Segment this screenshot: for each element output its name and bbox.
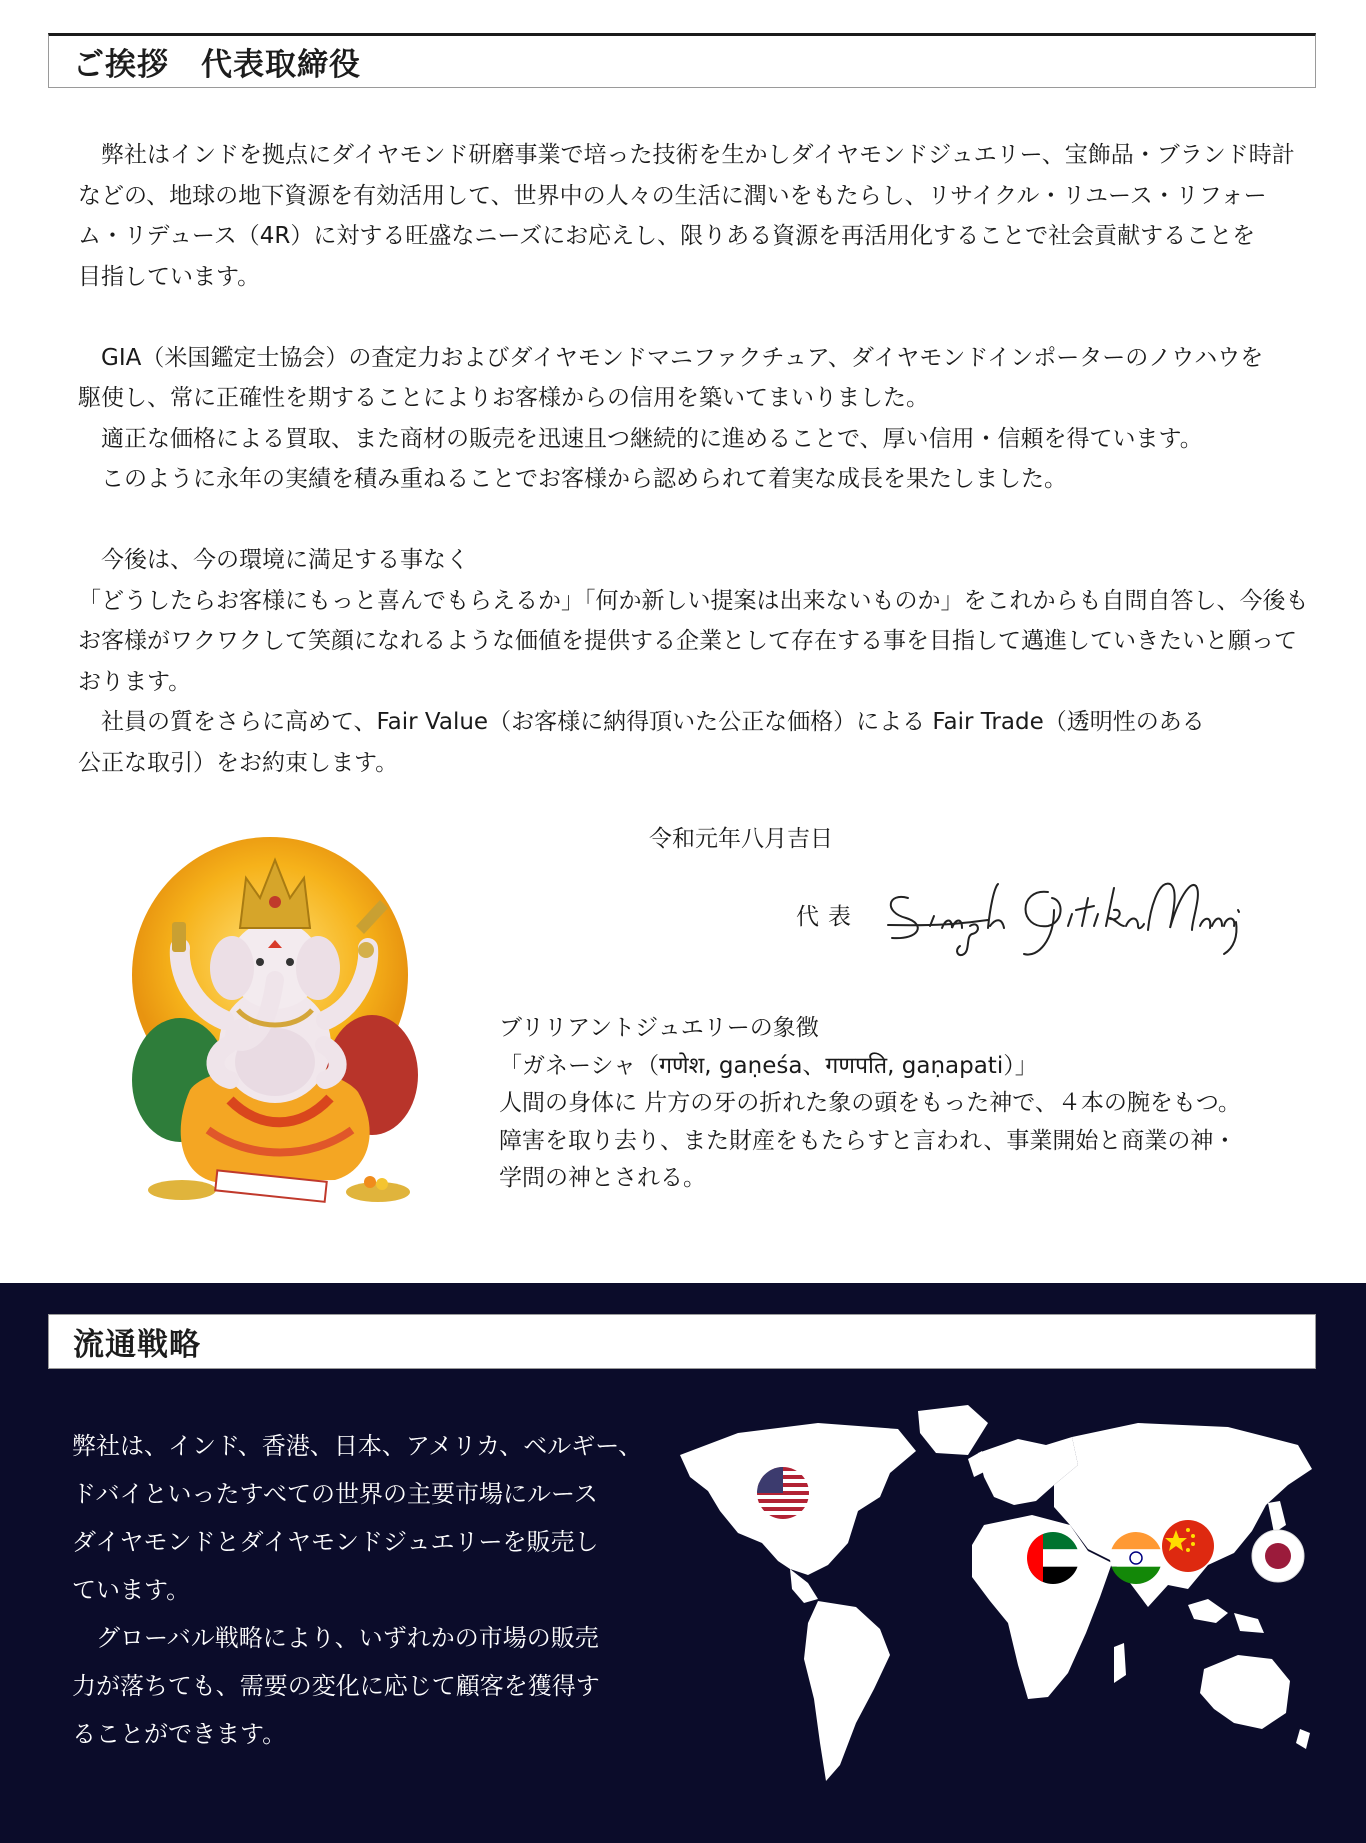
uae-flag-icon — [1027, 1532, 1079, 1584]
greeting-line: GIA（米国鑑定士協会）の査定力およびダイヤモンドマニファクチュア、ダイヤモンドインポーターのノウハウを — [78, 344, 1264, 371]
world-map — [668, 1393, 1318, 1813]
greeting-line: このように永年の実績を積み重ねることでお客様から認められて着実な成長を果たしました。 — [78, 466, 1067, 492]
signature-image — [878, 870, 1258, 970]
greeting-line: などの、地球の地下資源を有効活用して、世界中の人々の生活に潤いをもたらし、リサイクル・リユース・リフォー — [78, 182, 1267, 209]
greeting-line: 公正な取引）をお約束します。 — [78, 749, 399, 776]
greeting-line: ム・リデュース（4R）に対する旺盛なニーズにお応えし、限りある資源を再活用化することで社会貢献することを — [78, 223, 1256, 249]
greeting-line: 駆使し、常に正確性を期することによりお客様からの信用を築いてまいりました。 — [78, 385, 929, 411]
distribution-line: ドバイといったすべての世界の主要市場にルース — [72, 1480, 598, 1508]
greeting-line: お客様がワクワクして笑顔になれるような価値を提供する企業として存在する事を目指して邁進していきたいと願って — [78, 628, 1297, 654]
distribution-line: ダイヤモンドとダイヤモンドジュエリーを販売し — [72, 1528, 599, 1556]
india-flag-icon — [1110, 1532, 1162, 1584]
greeting-spacer — [78, 500, 1298, 541]
ganesha-line: 「ガネーシャ（गणेश, gaṇeśa、गणपति, gaṇapati）」 — [499, 1052, 1038, 1079]
representative-label: 代表 — [796, 904, 860, 930]
greeting-date: 令和元年八月吉日 — [649, 826, 833, 852]
greeting-line: おります。 — [78, 668, 192, 695]
usa-flag-icon — [757, 1467, 809, 1519]
greeting-body — [78, 135, 1309, 783]
distribution-line: グローバル戦略により、いずれかの市場の販売 — [72, 1624, 599, 1652]
distribution-line: ています。 — [72, 1576, 191, 1604]
ganesha-icon — [120, 830, 435, 1220]
greeting-line: 弊社はインドを拠点にダイヤモンド研磨事業で培った技術を生かしダイヤモンドジュエリー、宝飾品・ブランド時計 — [78, 142, 1295, 168]
continents — [680, 1405, 1312, 1781]
greeting-line: 目指しています。 — [78, 263, 261, 290]
ganesha-illustration — [120, 830, 435, 1220]
ganesha-line: 人間の身体に 片方の牙の折れた象の頭をもった神で、４本の腕をもつ。 — [499, 1090, 1241, 1116]
ganesha-line: 学問の神とされる。 — [499, 1165, 706, 1191]
greeting-line: 社員の質をさらに高めて、Fair Value（お客様に納得頂いた公正な価格）による Fair Trade（透明性のある — [78, 709, 1205, 735]
greeting-line: 「どうしたらお客様にもっと喜んでもらえるか」「何か新しい提案は出来ないものか」をこれからも自問自答し、今後も — [78, 587, 1309, 614]
china-flag-icon — [1162, 1520, 1214, 1572]
ganesha-description — [499, 1010, 1241, 1198]
japan-flag-icon — [1252, 1530, 1304, 1582]
distribution-body — [72, 1422, 642, 1758]
greeting-header — [48, 33, 1316, 88]
ganesha-line: ブリリアントジュエリーの象徴 — [499, 1015, 819, 1041]
distribution-line: 力が落ちても、需要の変化に応じて顧客を獲得す — [72, 1672, 600, 1700]
distribution-line: ることができます。 — [72, 1720, 287, 1748]
distribution-header — [48, 1314, 1316, 1369]
distribution-line: 弊社は、インド、香港、日本、アメリカ、ベルギー、 — [72, 1432, 643, 1460]
greeting-title: ご挨拶 代表取締役 — [73, 47, 361, 83]
greeting-line: 適正な価格による買取、また商材の販売を迅速且つ継続的に進めることで、厚い信用・信頼を得ています。 — [78, 425, 1203, 452]
greeting-spacer — [78, 297, 1298, 338]
ganesha-line: 障害を取り去り、また財産をもたらすと言われ、事業開始と商業の神・ — [499, 1127, 1237, 1154]
distribution-title: 流通戦略 — [73, 1327, 201, 1363]
greeting-line: 今後は、今の環境に満足する事なく — [78, 547, 469, 573]
